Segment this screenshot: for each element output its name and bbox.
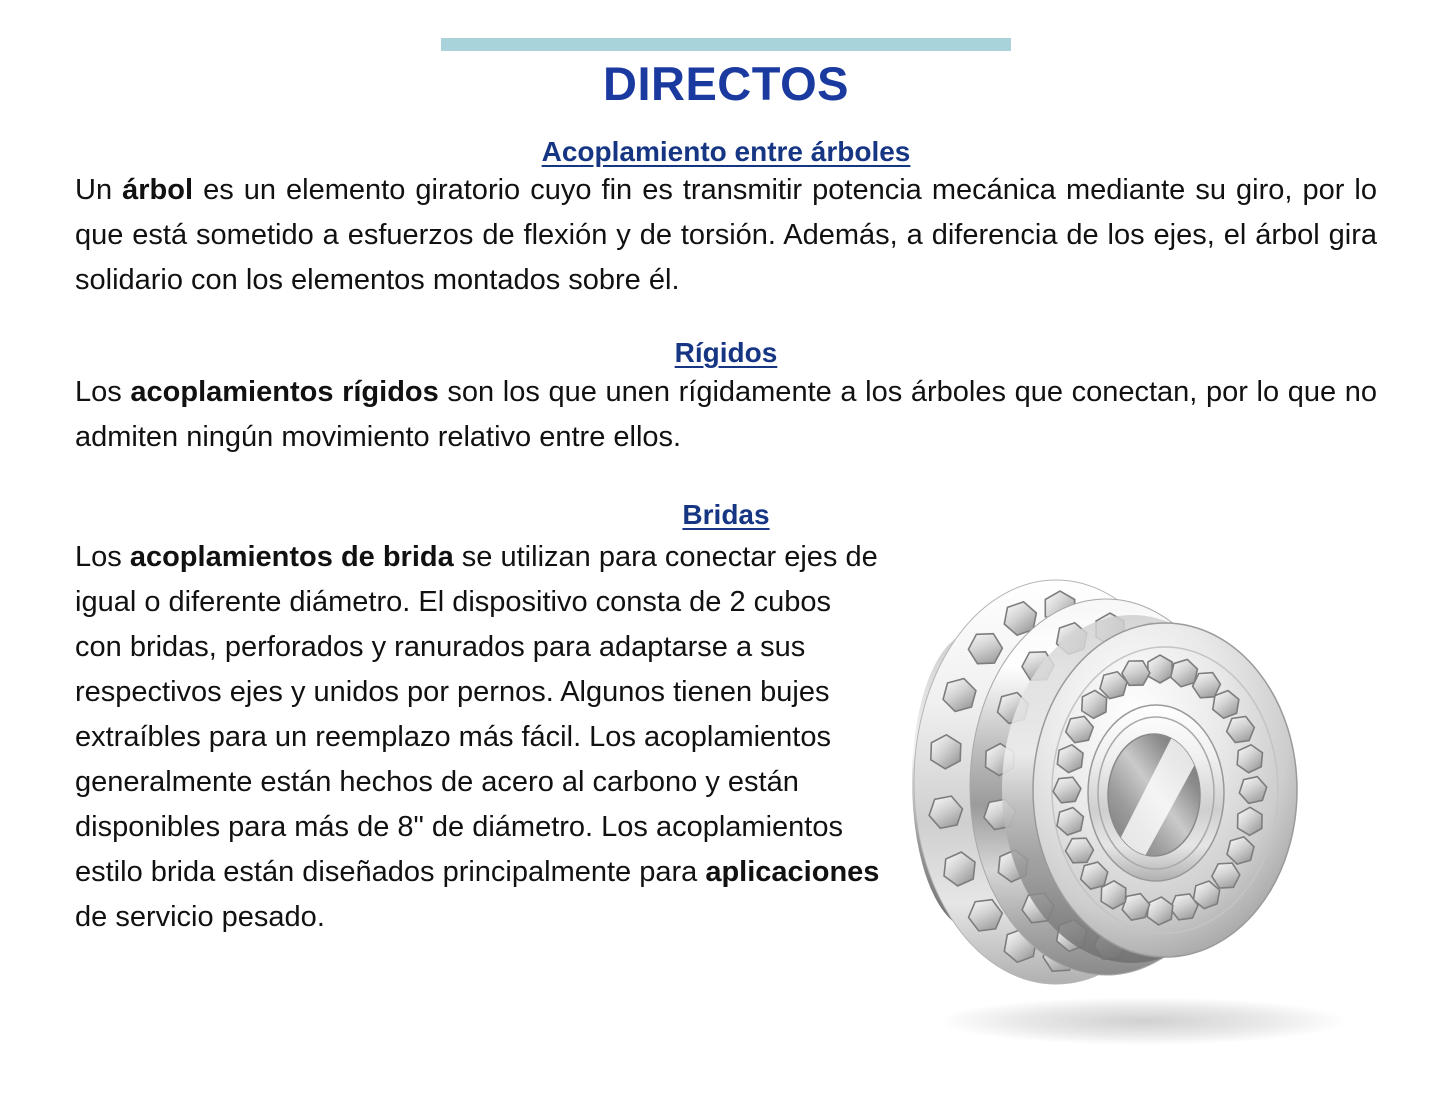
text-segment: Los [75,375,131,408]
content-area [0,168,1452,460]
text-segment: de servicio pesado. [75,901,325,934]
section-heading-rigidos: Rígidos [674,337,778,369]
text-segment-bold: árbol [122,174,194,207]
bridas-section [75,535,1444,1059]
text-segment-bold: acoplamientos rígidos [130,375,439,408]
paragraph-acoplamiento [75,168,1377,303]
coupling-shadow [938,997,1348,1045]
text-segment: se utilizan para conectar ejes de igual o diferente diámetro. El dispositivo consta de 2 cubos con bridas, perforados y ranurados para adaptarse a sus respectivos ejes y unidos por pernos. Algunos tienen bujes extraíbles para un reemplazo más fácil. Los acoplamientos generalmente están hechos de acero al carbono y están disponibles para más de 8" de diámetro. Los acoplamientos estilo brida están diseñados principalmente para [75,541,878,889]
page-title: DIRECTOS [603,57,849,110]
text-segment-bold: aplicaciones [705,856,880,889]
paragraph-bridas [75,535,883,940]
text-segment: Los [75,541,130,574]
paragraph-rigidos [75,370,1377,460]
section-heading-acoplamiento: Acoplamiento entre árboles [541,135,911,167]
text-segment-bold: acoplamientos de brida [129,541,454,574]
text-segment: es un elemento giratorio cuyo fin es transmitir potencia mecánica mediante su giro, por lo que está sometido a esfuerzos de flexión y de torsión. Además, a diferencia de los ejes, el árbol gira solidario con los elementos montados sobre él. [75,174,1377,297]
text-segment: son los que unen rígidamente a los árboles que conectan, por lo que no admiten ningún movimiento relativo entre ellos. [75,375,1377,453]
accent-bar [441,38,1011,51]
flange-coupling-image [888,549,1444,1059]
section-heading-bridas: Bridas [682,498,770,530]
flange-coupling-3d-render-icon [888,549,1444,1059]
bolt-icon [1148,655,1172,683]
text-segment: Un [75,174,123,207]
